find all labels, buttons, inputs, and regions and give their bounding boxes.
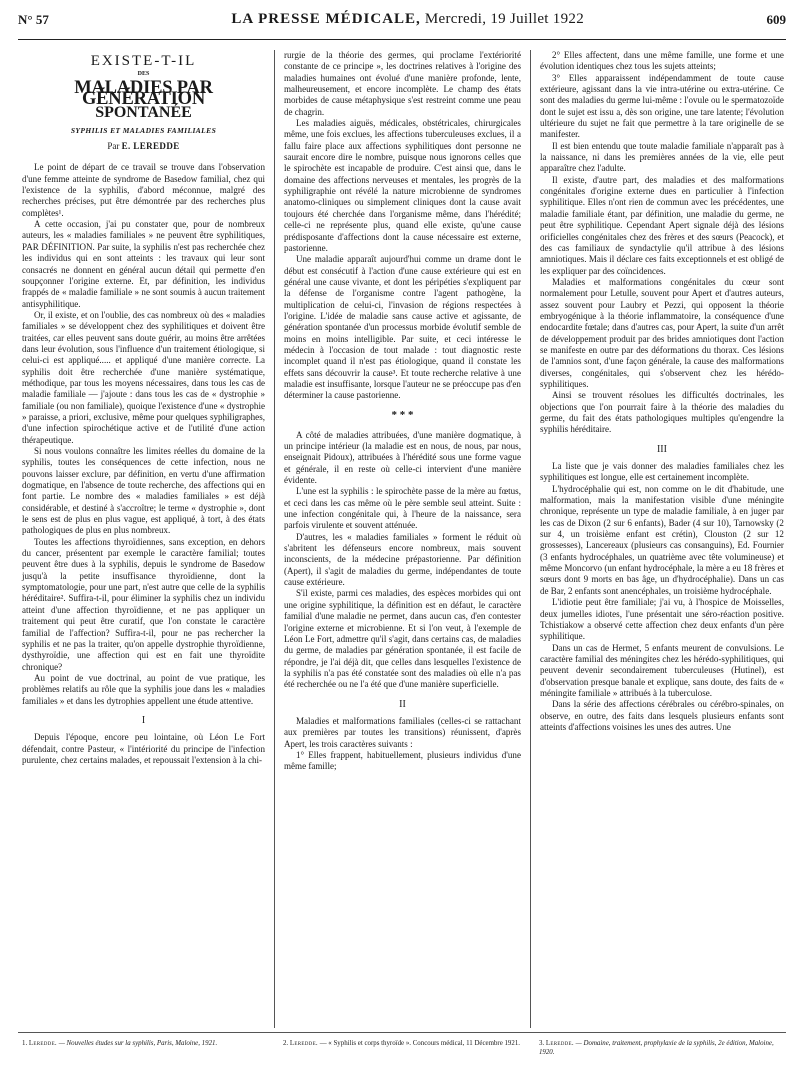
footnote-text: — « Syphilis et corps thyroïde ». Concours médical, 11 Décembre 1921.: [319, 1040, 520, 1047]
title-des: DES: [137, 71, 150, 78]
author-prefix: Par: [107, 141, 120, 152]
footnote-author: Leredde.: [289, 1040, 318, 1047]
paragraph: Dans un cas de Hermet, 5 enfants meurent de convulsions. Le caractère familial des méningites chez les hérédo-syphilitiques, qui peuvent devenir secondairement tuberculeuses (Hutinel), est d'observation presque banale et explique, sans doute, des faits de « méningite familiale » attribués à la tuberculose.: [539, 642, 784, 698]
author-byline: [22, 141, 265, 152]
paragraph: A côté de maladies attribuées, d'une manière dogmatique, à un principe intérieur (la maladie est en nous, de nous, par nous, enseignait Pidoux), attribuées à l'hérédité sous une forme vague et générale, il en reste où celle-ci intervient d'une manière évidente.: [283, 429, 521, 486]
section-heading-1: I: [141, 714, 146, 726]
paragraph: Les maladies aiguës, médicales, obstétricales, chirurgicales même, une fois exclues, les affections tuberculeuses exclues, il a fallu faire place aux affections syphilitiques dont personne ne saurait encore dire le nombre, puisque nous ignorons celles que le spirochète est incapable de produire. C'est ainsi que, dans le domaine des affections nerveuses et mentales, les progrès de la syphiligraphie ont révélé la nature microbienne de syndromes anatomo-cliniques ou simplement cliniques dont la cause avait toujours été cherchée dans l'organisme même, dans l'hérédité; celle-ci ne représente plus, quand elle existe, qu'une cause prédisposante d'affections dont la cause nécessaire est externe, pastorienne.: [283, 118, 521, 253]
paragraph: Depuis l'époque, encore peu lointaine, où Léon Le Fort défendait, contre Pasteur, « l'intériorité du principe de l'infection purulente, chez certains malades, et repoussait l'extension à la chi-: [22, 732, 265, 765]
footnote-number: 3.: [538, 1040, 545, 1047]
paragraph: La liste que je vais donner des maladies familiales chez les syphilitiques est longue, elle est certainement incomplète.: [539, 461, 784, 483]
footnote-author: Leredde.: [545, 1040, 574, 1047]
paragraph: D'autres, les « maladies familiales » forment le réduit où s'abritent les défenseurs encore nombreux, mais souvent inconscients, de la médecine prépastorienne. Par définition (Apert), il s'agit de maladies du germe, indépendantes de toute cause extérieure.: [283, 531, 521, 588]
title-line-1: EXISTE-T-IL: [90, 53, 197, 69]
article-subtitle: SYPHILIS ET MALADIES FAMILIALES: [70, 125, 217, 135]
paragraph: L'idiotie peut être familiale; j'ai vu, à l'hospice de Moisselles, deux jumelles idiotes, l'une présentait une séro-réaction positive. Tchistiakow a observé cette affection chez deux enfants d'un père syphilitique.: [539, 597, 784, 642]
paragraph: Une maladie apparaît aujourd'hui comme un drame dont le début est consécutif à l'action d'une cause extérieure qui est en général une cause vivante, et dont les péripéties s'expliquent par la défense de l'organisme contre l'agent pathogène, la multiplication de celui-ci, l'invasion de régions respectées à l'origine. L'idée de maladie sans cause active et agissante, de génération spontanée d'un processus morbide évolutif semble de moins en moins intelligible. Par suite, et ceci intéresse le médecin à l'occasion de tout malade : tout diagnostic reste incomplet quand il n'est pas étiologique, quand il constate les effets sans découvrir la cause³. Et toute recherche relative à une maladie est insuffisante, lorsque l'auteur ne se préoccupe pas d'en déterminer la cause pastorienne.: [283, 254, 521, 401]
footnotes: [18, 1032, 786, 1073]
section-heading-2: II: [399, 698, 406, 710]
footnote-text: — Nouvelles études sur la syphilis, Paris, Maloine, 1921.: [58, 1040, 218, 1047]
paragraph: Ainsi se trouvent résolues les difficultés doctrinales, les objections que l'on pourrait faire à la théorie des maladies du germe, du fait des états pathologiques multiples qu'engendre la syphilis héréditaire.: [539, 390, 784, 435]
paragraph: 2° Elles affectent, dans une même famille, une forme et une évolution identiques chez tous les sujets atteints;: [539, 50, 784, 72]
author-name: E. LEREDDE: [121, 141, 180, 152]
section-heading-3: III: [656, 443, 667, 455]
column-3: [530, 50, 786, 1028]
footnote-author: Leredde.: [28, 1040, 57, 1047]
paragraph: Au point de vue doctrinal, au point de vue pratique, les problèmes relatifs au rôle que la syphilis joue dans les « maladies familiales » et dans les dytrophies appellent une étude attentive.: [22, 672, 265, 706]
journal-name: LA PRESSE MÉDICALE,: [231, 11, 421, 27]
paragraph: Maladies et malformations congénitales du cœur sont normalement pour Letulle, souvent pour Apert et d'autres auteurs, assez souvent pour Laubry et Pezzi, qui opposent la théorie embryogénique à la théorie inflammatoire, la conséquence d'une endocardite fœtale; dans d'autres cas, pour Apert, la suite d'un arrêt de développement produit par des brides amniotiques dont l'action se manifeste en outre par des déformations du thorax. Ces lésions de l'amnios sont, d'une façon générale, la cause des malformations diverses, congénitales, qui s'observent chez les hérédo-syphilitiques.: [539, 276, 784, 389]
footnote-3: [530, 1033, 786, 1073]
title-line-3: SPONTANÉE: [95, 104, 192, 122]
article-heading: [22, 53, 265, 152]
paragraph: L'hydrocéphalie qui est, non comme on le dit d'habitude, une malformation, mais la manifestation visible d'une méningite chronique, représente un type de maladie familiale, à en juger par les cas de Dixon (2 sur 6 enfants), Bader (4 sur 10), Tarnowsky (2 sur 4, un troisième enfant est crétin), Clouston (2 sur 12 grossesses), Lancereaux (plusieurs cas consanguins), Ed. Fournier (3 enfants hydrocéphales, un quatrième avec tête volumineuse) et même Moncorvo (un enfant hydrocéphale, la mère a eu 18 frères et sœurs dont 9 morts en bas âge, un d'hydrocéphalie). Dans un cas de Bar, 2 enfants sont anencéphales, un troisième hydrocéphale.: [539, 483, 784, 596]
column-2: [274, 50, 530, 1028]
paragraph: Toutes les affections thyroïdiennes, sans exception, en dehors du cancer, présentent par exemple le caractère familial; toutes peuvent être dues à la syphilis, depuis le syndrome de Basedow jusqu'à la petite insuffisance thyroïdienne, dont la symptomatologie, pour une part, n'est autre que celle de la syphilis héréditaire². Suffira-t-il, pour éliminer la syphilis chez un individu atteint d'une affection thyroïdienne, et ne pas appliquer un traitement qui peut être curatif, que l'on constate le caractère familial de l'affection? Suffira-t-il, pour ne pas rechercher la syphilis et ne pas la traiter, qu'on appelle dystrophie thyroïdienne, dysthyroïdie, une affection qui est en fait une thyroïdite chronique?: [22, 536, 265, 672]
paragraph: rurgie de la théorie des germes, qui proclame l'extériorité constante de ce principe », les doctrines relatives à l'origine des maladies humaines ont évolué d'une manière profonde, lente, malheureusement, et encore incomplète. Le champ des états morbides de cause métaphysique s'est restreint comme une peau de chagrin.: [283, 50, 521, 117]
paragraph: S'il existe, parmi ces maladies, des espèces morbides qui ont une origine syphilitique, la définition est en défaut, le caractère familial d'une maladie ne permet, dans aucun cas, d'en contester l'origine externe et microbienne. Et si l'on veut, à l'exemple de Léon Le Fort, admettre qu'il s'agit, dans certains cas, de maladies du germe, de maladies par génération spontanée, il est facile de répondre, je l'ai déjà dit, que celles dans lesquelles l'existence de la syphilis n'a pas été constatée sont des maladies où elle n'a pas été recherchée ou ne l'a été que d'une manière superficielle.: [283, 588, 521, 690]
paragraph: Dans la série des affections cérébrales ou cérébro-spinales, on observe, en outre, des faits dans lesquels plusieurs enfants sont atteints d'affections voisines les unes des autres. Une: [539, 699, 784, 732]
paragraph: L'une est la syphilis : le spirochète passe de la mère au fœtus, et ceci dans les cas même où le père semble seul atteint. Suite : une infection congénitale qui, à l'heure de la naissance, sera parfois virulente et souvent atténuée.: [283, 486, 521, 531]
section-separator: * * *: [391, 408, 414, 421]
footnote-text: — Domaine, traitement, prophylaxie de la syphilis, 2e édition, Maloine, 1920.: [538, 1040, 774, 1056]
journal-masthead: [231, 11, 584, 28]
paragraph: Il est bien entendu que toute maladie familiale n'apparaît pas à la naissance, ni dans les premières années de la vie, elle peut apparaître chez l'adulte.: [539, 140, 784, 174]
column-1: [18, 50, 274, 1028]
issue-date: Mercredi, 19 Juillet 1922: [424, 11, 584, 27]
footnote-number: 2.: [282, 1040, 289, 1047]
paragraph: 1° Elles frappent, habituellement, plusieurs individus d'une même famille;: [283, 749, 521, 772]
page-header: [18, 0, 786, 40]
paragraph: Si nous voulons connaître les limites réelles du domaine de la syphilis, toutes les conséquences de cette infection, nous ne pouvons laisser exclure, par définition, en vertu d'une affirmation dogmatique, en l'absence de toute recherche, des affections qui en font partie. Le nombre des « maladies familiales » est déjà considérable, et destiné à s'accroître; le terme « dystrophie », dont le sens est de plus en plus vague, est appliqué, à tort, à des états pathologiques de plus en plus nombreux.: [22, 446, 265, 536]
page-number-right: 609: [766, 11, 786, 27]
footnote-2: [274, 1033, 530, 1073]
footnote-number: 1.: [22, 1040, 28, 1047]
paragraph: 3° Elles apparaissent indépendamment de toute cause extérieure, agissant dans la vie intra-utérine ou extra-utérine. Ce sont des maladies du germe lui-même : l'ovule ou le spermatozoïde dont le sujet est issu a, dès son origine, une tare latente; l'évolution ultérieure du sujet ne fait que permettre à la tare originelle de se manifester.: [539, 72, 784, 140]
footnote-1: [18, 1033, 274, 1073]
paragraph: A cette occasion, j'ai pu constater que, pour de nombreux auteurs, les « maladies familiales » ne peuvent être syphilitiques, PAR DÉFINITION. Par suite, la syphilis n'est pas recherchée chez les individus qui en sont atteints : les travaux qui leur sont consacrés ne donnent en général aucun détail qui permette d'en soupçonner l'origine externe. Et, par définition, les individus frappés de « maladie familiale » ne sont soumis à aucun traitement antisyphilitique.: [22, 219, 265, 309]
paragraph: Maladies et malformations familiales (celles-ci se rattachant aux premières par toutes les transitions) réunissent, d'après Apert, les trois caractères suivants :: [283, 715, 521, 749]
title-line-2: MALADIES PAR GÉNÉRATION: [74, 77, 213, 110]
page-number-left: N° 57: [18, 11, 49, 27]
article-columns: [18, 50, 786, 1028]
paragraph: Le point de départ de ce travail se trouve dans l'observation d'une femme atteinte de syndrome de Basedow familial, chez qui l'existence de la syphilis, d'abord méconnue, malgré des recherches précises, put être démontrée par des recherches plus complètes¹.: [22, 162, 265, 218]
paragraph: Or, il existe, et on l'oublie, des cas nombreux où des « maladies familiales » se développent chez des syphilitiques et doivent être traitées, car elles peuvent sans doute guérir, au moins être arrêtées dans leur évolution, sous l'influence d'un traitement étiologique, si celui-ci est appliqué..... et appliqué d'une manière correcte. La syphilis doit être recherchée d'une manière systématique, méthodique, par tous les moyens nécessaires, dans tous les cas de maladie familiale — j'ajoute : dans tous les cas de « dystrophie » familiale (ou non familiale), quoique l'existence d'une « dystrophie » paraisse, a priori, exclusive, même pour quelques syphiligraphes, d'une infection spirochétique active et de l'utilité d'une action thérapeutique.: [22, 309, 265, 445]
paragraph: Il existe, d'autre part, des maladies et des malformations congénitales d'origine externe dues en particulier à l'infection syphilitique. Elles n'ont rien de commun avec les précédentes, une maladie familiale étant, par définition, une maladie du germe, ne peut être syphilitique. Cependant Apert signale déjà des lésions orificielles congénitales chez des frères et des sœurs (Peacock), et des cas familiaux de syndactylie qu'il attribue à des lésions amniotiques. Mais il déclare ces faits exceptionnels et est obligé de les expliquer par des coïncidences.: [539, 174, 784, 276]
